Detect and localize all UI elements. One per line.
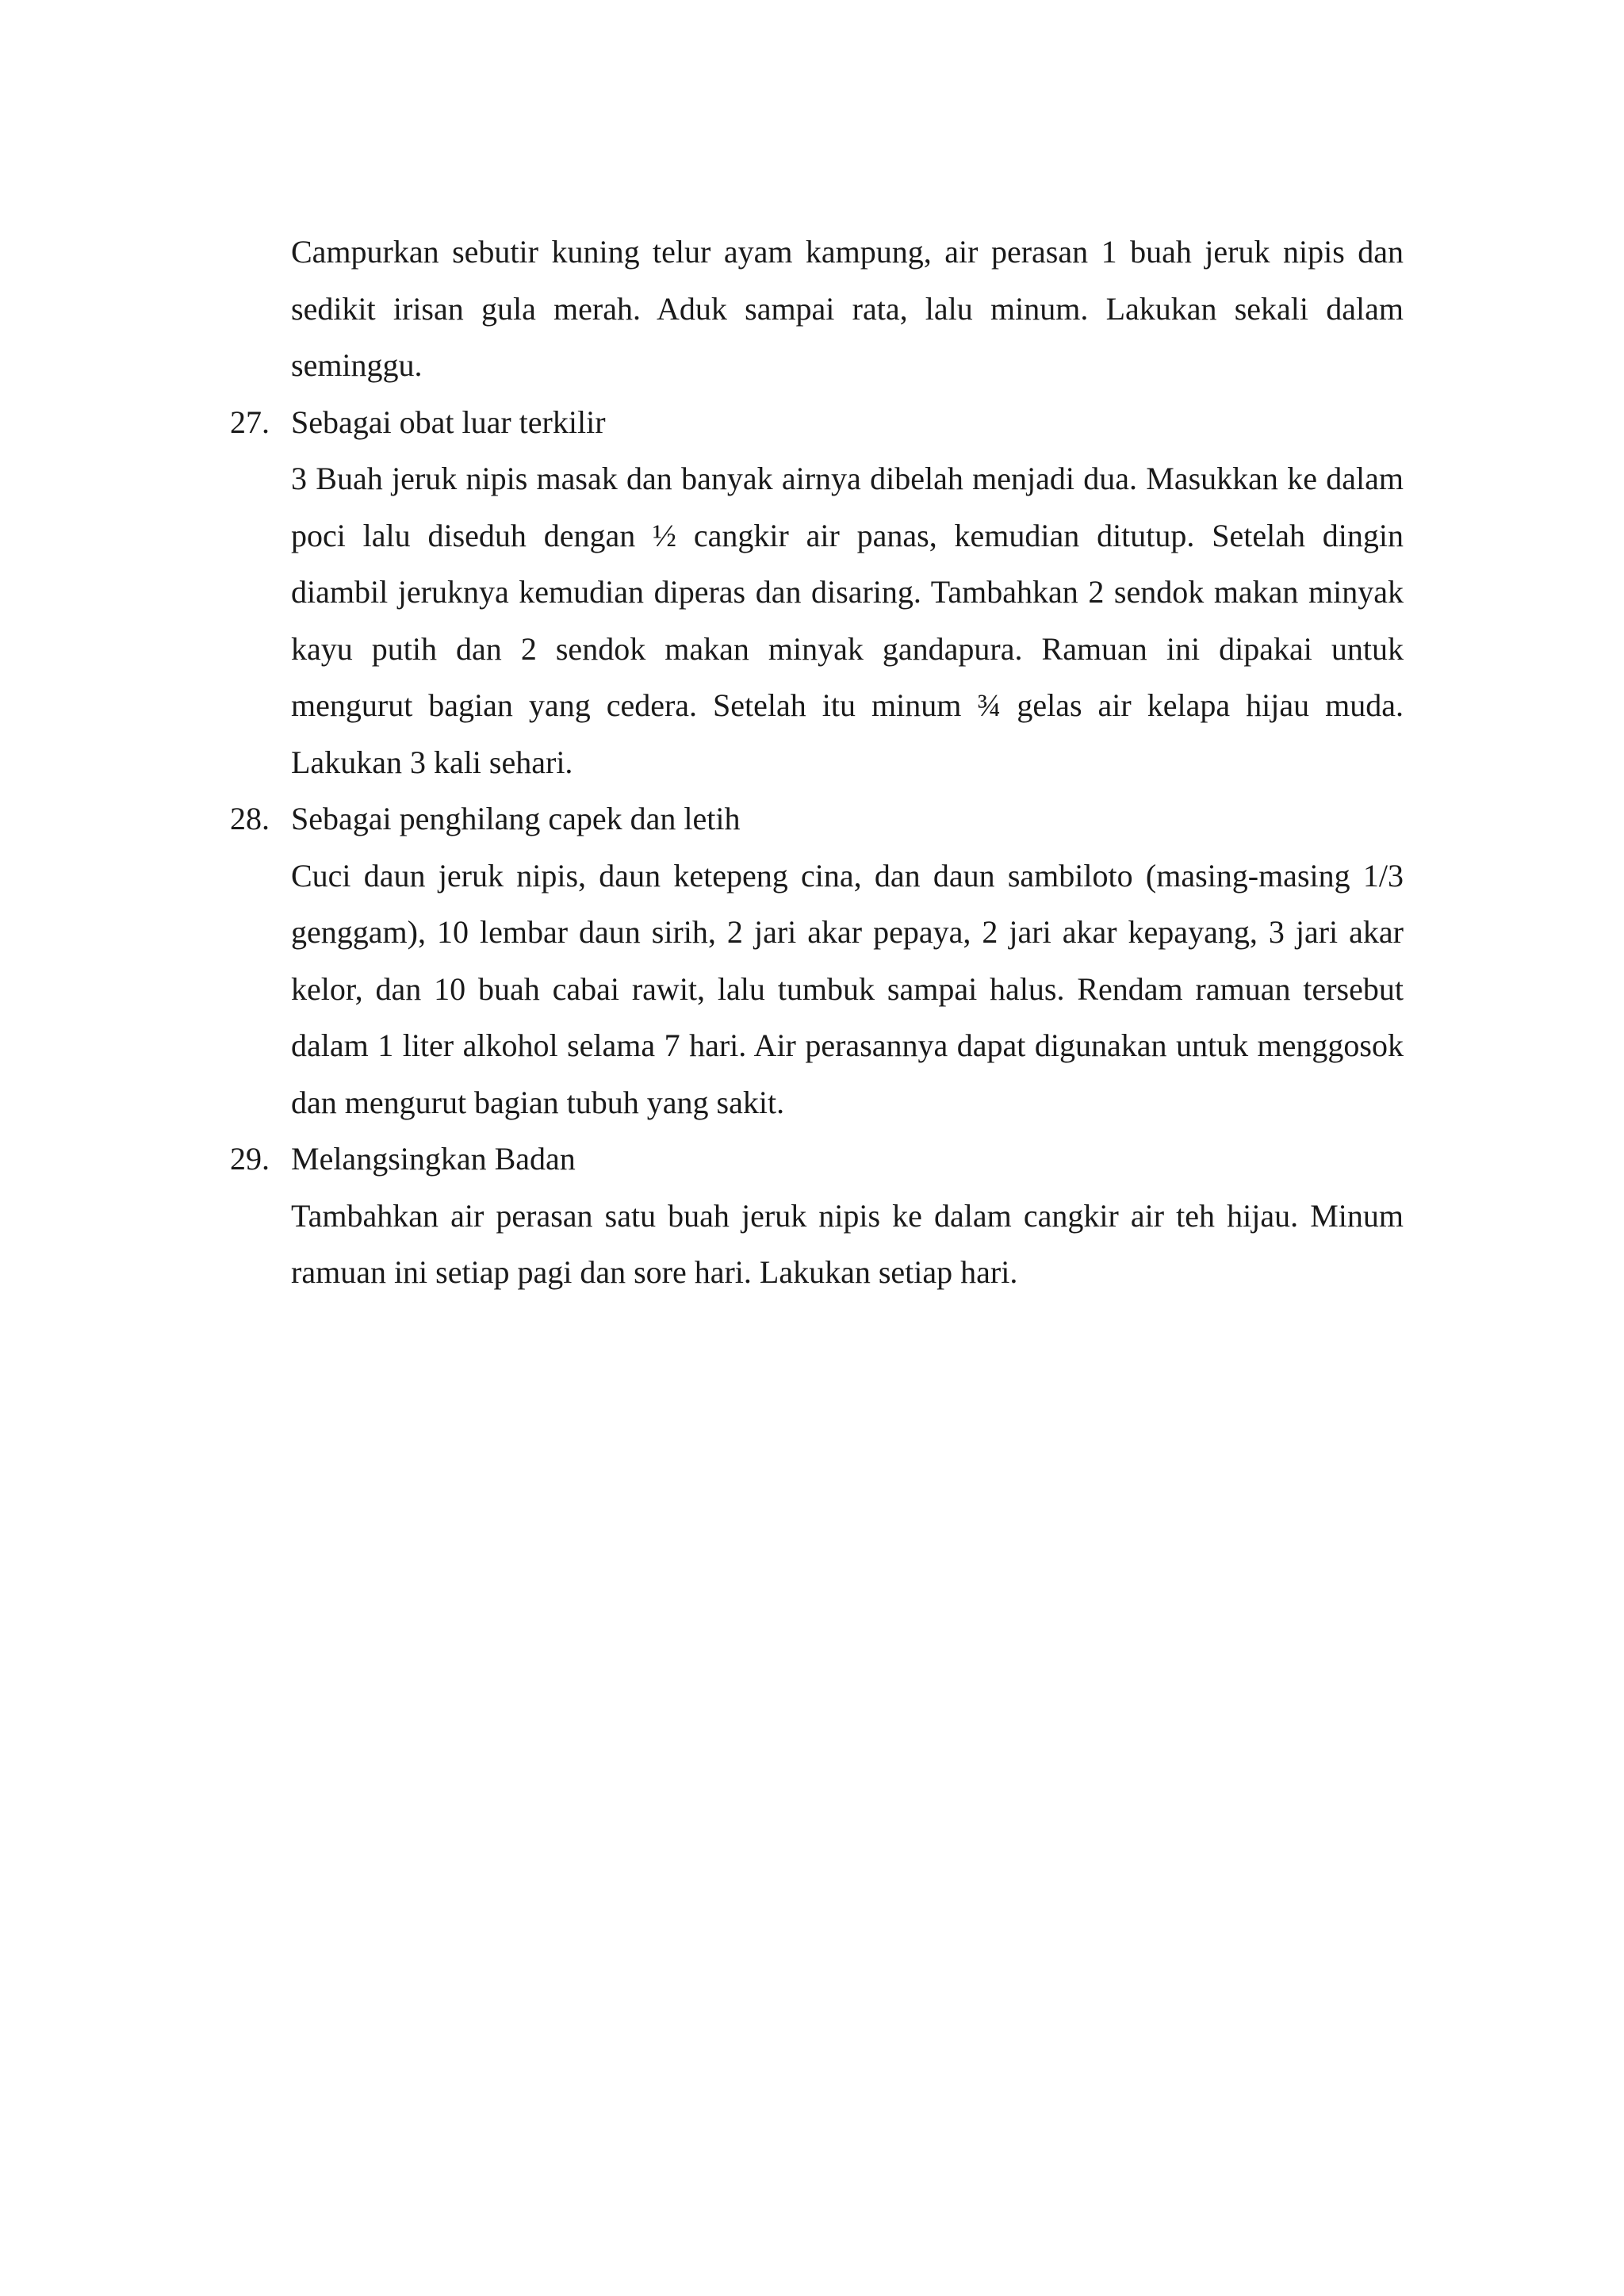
list-item-body: Cuci daun jeruk nipis, daun ketepeng cina, dan daun sambiloto (masing-masing 1/3 genggam), 10 lembar daun sirih, 2 jari akar pepaya, 2 jari akar kepayang, 3 jari akar kelor, dan 10 buah cabai rawit, lalu tumbuk sampai halus. Rendam ramuan tersebut dalam 1 liter alkohol selama 7 hari. Air perasannya dapat digunakan untuk menggosok dan mengurut bagian tubuh yang sakit.: [291, 857, 1404, 1120]
list-item-body: 3 Buah jeruk nipis masak dan banyak airnya dibelah menjadi dua. Masukkan ke dalam poci lalu diseduh dengan ½ cangkir air panas, kemudian ditutup. Setelah dingin diambil jeruknya kemudian diperas dan disaring. Tambahkan 2 sendok makan minyak kayu putih dan 2 sendok makan minyak gandapura. Ramuan ini dipakai untuk mengurut bagian yang cedera. Setelah itu minum ¾ gelas air kelapa hijau muda. Lakukan 3 kali sehari.: [291, 461, 1404, 780]
list-item: [230, 790, 1404, 1131]
list-item-title: Sebagai penghilang capek dan letih: [291, 801, 741, 836]
list-item: [230, 1131, 1404, 1301]
list-item-heading: [230, 394, 1404, 451]
list-item: [230, 394, 1404, 791]
list-item-title: Sebagai obat luar terkilir: [291, 404, 606, 440]
page-content: [230, 224, 1404, 1301]
intro-paragraph: Campurkan sebutir kuning telur ayam kampung, air perasan 1 buah jeruk nipis dan sedikit irisan gula merah. Aduk sampai rata, lalu minum. Lakukan sekali dalam seminggu.: [291, 234, 1404, 383]
list-item-title: Melangsingkan Badan: [291, 1141, 576, 1177]
list-item-number: 29.: [230, 1141, 270, 1177]
list-item-heading: [230, 1131, 1404, 1188]
list-item-number: 28.: [230, 801, 270, 836]
list-item-number: 27.: [230, 404, 270, 440]
list-item-body: Tambahkan air perasan satu buah jeruk nipis ke dalam cangkir air teh hijau. Minum ramuan ini setiap pagi dan sore hari. Lakukan setiap hari.: [291, 1197, 1404, 1290]
list-item-heading: [230, 790, 1404, 848]
